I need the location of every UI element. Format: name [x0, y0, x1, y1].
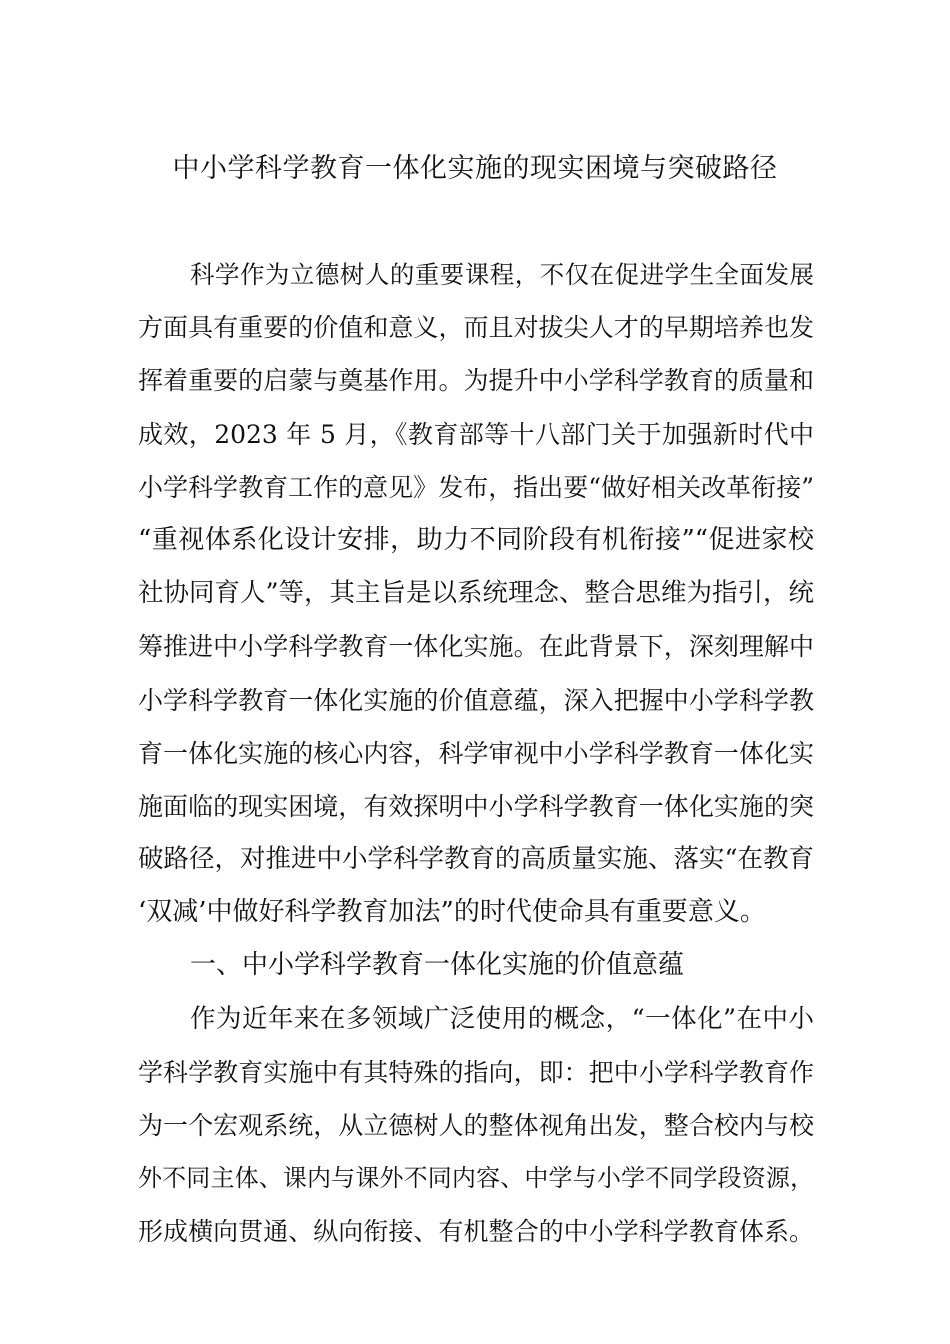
paragraph-1-line-13: ‘双减’中做好科学教育加法”的时代使命具有重要意义。 [138, 897, 766, 928]
paragraph-1-line-7: 社协同育人”等，其主旨是以系统理念、整合思维为指引，统 [138, 578, 815, 609]
paragraph-1-line-1: 科学作为立德树人的重要课程，不仅在促进学生全面发展 [190, 260, 814, 289]
document-body [138, 248, 814, 1259]
section-heading: 一、中小学科学教育一体化实施的价值意蕴 [190, 950, 685, 981]
paragraph-2-line-4: 外不同主体、课内与课外不同内容、中学与小学不同学段资源， [138, 1164, 814, 1193]
paragraph-1-line-3: 挥着重要的启蒙与奠基作用。为提升中小学科学教育的质量和 [138, 366, 814, 396]
paragraph-2-line-5: 形成横向贯通、纵向衔接、有机整合的中小学科学教育体系。 [138, 1217, 814, 1247]
paragraph-1-line-9: 小学科学教育一体化实施的价值意蕴，深入把握中小学科学教 [138, 685, 814, 715]
paragraph-1-line-6: “重视体系化设计安排，助力不同阶段有机衔接”“促进家校 [138, 524, 814, 555]
paragraph-1-line-8: 筹推进中小学科学教育一体化实施。在此背景下，深刻理解中 [138, 632, 814, 662]
paragraph-2-line-2: 学科学教育实施中有其特殊的指向，即：把中小学科学教育作 [138, 1057, 814, 1087]
paragraph-1-line-10: 育一体化实施的核心内容，科学审视中小学科学教育一体化实 [138, 738, 814, 768]
paragraph-1-line-11: 施面临的现实困境，有效探明中小学科学教育一体化实施的突 [138, 791, 814, 821]
document-title: 中小学科学教育一体化实施的现实困境与突破路径 [172, 153, 778, 184]
paragraph-1-line-5: 小学科学教育工作的意见》发布，指出要“做好相关改革衔接” [138, 472, 814, 502]
paragraph-1-line-12: 破路径，对推进中小学科学教育的高质量实施、落实“在教育 [138, 844, 815, 875]
paragraph-1-line-2: 方面具有重要的价值和意义，而且对拔尖人才的早期培养也发 [138, 313, 814, 343]
paragraph-2-line-1: 作为近年来在多领域广泛使用的概念，“一体化”在中小 [190, 1003, 814, 1034]
paragraph-2-line-3: 为一个宏观系统，从立德树人的整体视角出发，整合校内与校 [138, 1111, 814, 1140]
paragraph-1-line-4: 成效，2023 年 5 月，《教育部等十八部门关于加强新时代中 [138, 419, 814, 449]
